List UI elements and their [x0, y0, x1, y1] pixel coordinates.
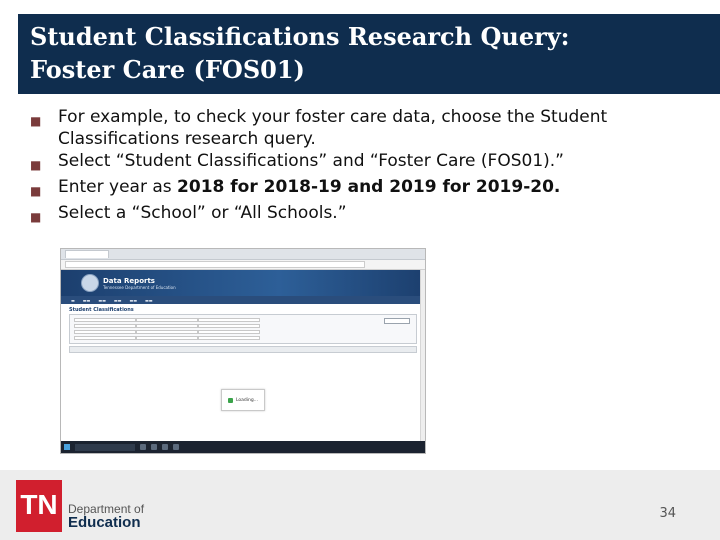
bullet-item — [30, 150, 710, 176]
square-bullet-icon: ■ — [30, 210, 42, 224]
bullet-item — [30, 202, 710, 228]
bullet-text: Select “Student Classifications” and “Foster Care (FOS01).” — [58, 151, 564, 171]
form-field — [136, 318, 198, 322]
nav-item: ▬▬ — [145, 297, 153, 303]
scrollbar — [420, 270, 425, 443]
form-field — [198, 324, 260, 328]
taskbar-search — [75, 444, 135, 451]
form-field — [74, 318, 136, 322]
form-field — [198, 318, 260, 322]
loading-dialog — [221, 389, 265, 411]
taskbar-app-icon — [162, 444, 168, 450]
slide-title — [18, 14, 720, 94]
form-field — [136, 336, 198, 340]
nav-item: ▬▬ — [113, 297, 122, 303]
nav-item: ▬▬ — [129, 297, 138, 303]
square-bullet-icon: ■ — [30, 114, 42, 128]
browser-address-bar — [61, 260, 425, 270]
state-seal-icon — [81, 274, 99, 292]
form-field — [74, 336, 136, 340]
form-field — [74, 330, 136, 334]
nav-item: ▬▬ — [82, 297, 91, 303]
form-field — [74, 324, 136, 328]
square-bullet-icon: ■ — [30, 184, 42, 198]
taskbar-app-icon — [173, 444, 179, 450]
slide-title-line-1: Student Classifications Research Query: — [30, 22, 570, 51]
square-bullet-icon: ■ — [30, 158, 42, 172]
bullet-text — [58, 176, 710, 202]
bullet-list — [30, 106, 710, 228]
browser-tab — [65, 250, 109, 258]
site-nav — [61, 296, 425, 304]
logo-education-text: Education — [68, 514, 141, 531]
page-number: 34 — [659, 506, 676, 521]
bullet-text-bold: 2018 for 2018-19 and 2019 for 2019-20. — [177, 177, 561, 197]
address-field — [65, 261, 365, 268]
browser-tab-bar — [61, 249, 425, 260]
form-field — [136, 330, 198, 334]
bullet-text-plain: Enter year as — [58, 177, 178, 197]
loading-icon — [228, 398, 233, 403]
nav-item: ▬▬ — [98, 297, 106, 303]
embedded-screenshot — [60, 248, 426, 454]
form-title: Student Classifications — [69, 307, 134, 313]
data-reports-banner — [61, 270, 425, 296]
windows-start-icon — [64, 444, 70, 450]
form-field — [136, 324, 198, 328]
banner-subtitle: Tennessee Department of Education — [103, 284, 176, 290]
reset-button — [384, 318, 410, 324]
form-field — [198, 330, 260, 334]
windows-taskbar — [61, 441, 425, 453]
slide-title-line-2: Foster Care (FOS01) — [30, 55, 305, 84]
results-toolbar — [69, 346, 417, 353]
taskbar-app-icon — [140, 444, 146, 450]
bullet-item — [30, 176, 710, 202]
query-form — [69, 314, 417, 344]
tn-logo-mark: TN — [16, 480, 62, 532]
form-field — [198, 336, 260, 340]
bullet-text: For example, to check your foster care data, choose the Student Classifications research query. — [58, 107, 608, 149]
banner-title: Data Reports — [103, 276, 155, 285]
loading-text: Loading... — [235, 397, 259, 403]
logo-department-text: Department of — [68, 502, 145, 516]
bullet-item — [30, 106, 710, 150]
bullet-text: Select a “School” or “All Schools.” — [58, 203, 347, 223]
taskbar-app-icon — [151, 444, 157, 450]
nav-item: ▬ — [71, 297, 75, 303]
tn-education-logo — [16, 480, 151, 532]
